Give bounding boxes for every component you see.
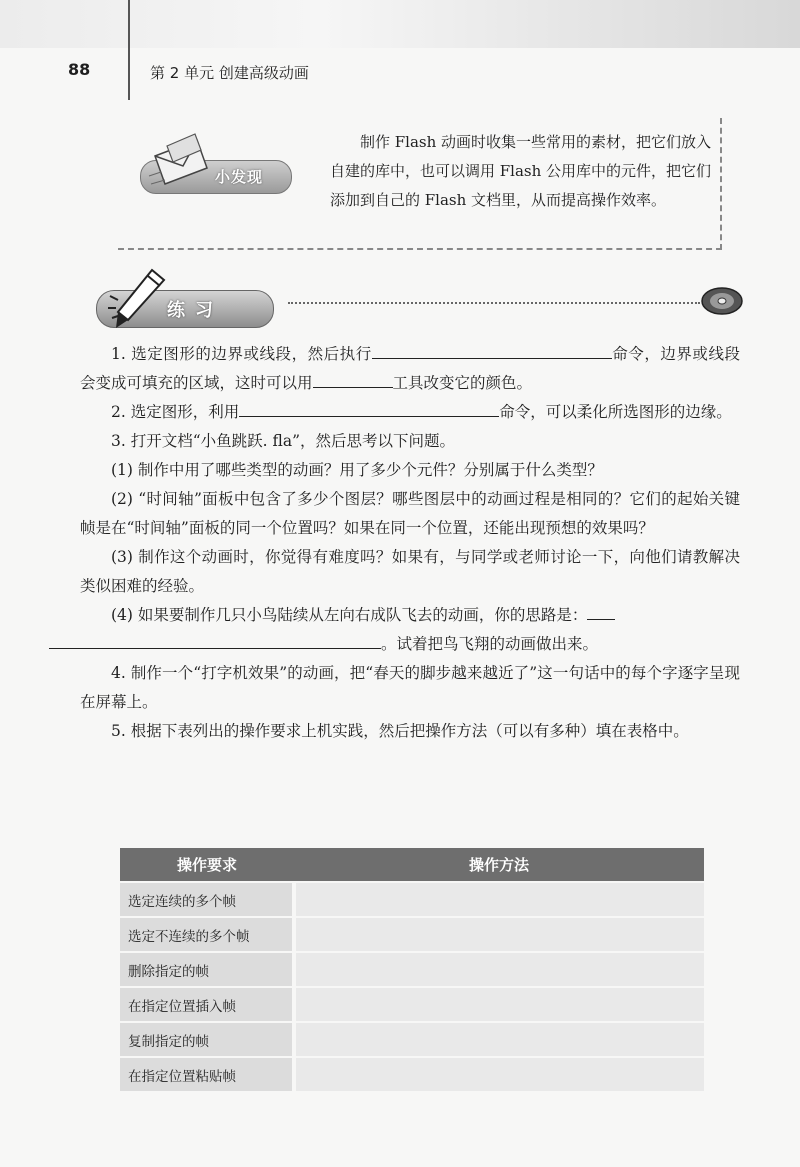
table-cell-method[interactable] xyxy=(294,1022,704,1057)
page-top-decoration xyxy=(0,0,800,48)
question-1: 1. 选定图形的边界或线段，然后执行 命令，边界或线段会变成可填充的区域，这时可以用 工具改变它的颜色。 xyxy=(80,340,740,398)
table-row xyxy=(120,1022,704,1057)
answer-blank[interactable] xyxy=(313,369,393,388)
table-cell-method[interactable] xyxy=(294,882,704,917)
table-header-cell: 操作方法 xyxy=(294,848,704,882)
question-3-3: (3) 制作这个动画时，你觉得有难度吗？如果有，与同学或老师讨论一下，向他们请教解决类似困难的经验。 xyxy=(80,548,740,595)
table-cell-method[interactable] xyxy=(294,952,704,987)
question-3: 3. 打开文档“小鱼跳跃. fla”，然后思考以下问题。 xyxy=(111,432,455,450)
table-cell-requirement: 在指定位置粘贴帧 xyxy=(120,1057,294,1091)
answer-blank[interactable] xyxy=(372,340,612,359)
page-number: 88 xyxy=(68,60,91,79)
table-cell-requirement: 选定不连续的多个帧 xyxy=(120,917,294,952)
answer-blank[interactable] xyxy=(49,630,381,649)
table-cell-method[interactable] xyxy=(294,917,704,952)
question-2: 2. 选定图形，利用 命令，可以柔化所选图形的边缘。 xyxy=(80,398,740,427)
table-row xyxy=(120,1057,704,1091)
table-cell-requirement: 复制指定的帧 xyxy=(120,1022,294,1057)
question-3-4: (4) 如果要制作几只小鸟陆续从左向右成队飞去的动画，你的思路是： 。试着把鸟飞翔的动画做出来。 xyxy=(80,601,740,659)
exercise-content xyxy=(80,340,740,746)
table-row xyxy=(120,987,704,1022)
answer-blank[interactable] xyxy=(587,601,615,620)
table-cell-requirement: 选定连续的多个帧 xyxy=(120,882,294,917)
table-header-row xyxy=(120,848,704,882)
pen-icon xyxy=(104,266,174,336)
question-4: 4. 制作一个“打字机效果”的动画，把“春天的脚步越来越近了”这一句话中的每个字逐字呈现在屏幕上。 xyxy=(80,664,740,711)
tip-badge-label: 小发现 xyxy=(214,168,263,186)
answer-blank[interactable] xyxy=(239,398,499,417)
envelope-icon xyxy=(145,128,215,198)
section-dotted-rule xyxy=(288,302,700,304)
table-cell-requirement: 删除指定的帧 xyxy=(120,952,294,987)
table-row xyxy=(120,917,704,952)
operations-table xyxy=(120,848,704,1091)
exercise-badge-label: 练习 xyxy=(167,300,223,321)
table-header-cell: 操作要求 xyxy=(120,848,294,882)
question-3-1: (1) 制作中用了哪些类型的动画？用了多少个元件？分别属于什么类型？ xyxy=(111,461,603,479)
question-5: 5. 根据下表列出的操作要求上机实践，然后把操作方法（可以有多种）填在表格中。 xyxy=(111,722,689,740)
table-row xyxy=(120,882,704,917)
table-cell-requirement: 在指定位置插入帧 xyxy=(120,987,294,1022)
table-cell-method[interactable] xyxy=(294,1057,704,1091)
cd-disc-icon xyxy=(700,286,744,316)
table-cell-method[interactable] xyxy=(294,987,704,1022)
table-row xyxy=(120,952,704,987)
tip-text: 制作 Flash 动画时收集一些常用的素材，把它们放入自建的库中，也可以调用 Flash 公用库中的元件，把它们添加到自己的 Flash 文档里，从而提高操作效率。 xyxy=(330,133,712,209)
header-divider xyxy=(128,0,130,100)
unit-title: 第 2 单元 创建高级动画 xyxy=(150,64,309,82)
question-3-2: (2) “时间轴”面板中包含了多少个图层？哪些图层中的动画过程是相同的？它们的起始关键帧是在“时间轴”面板的同一个位置吗？如果在同一个位置，还能出现预想的效果吗？ xyxy=(80,490,740,537)
